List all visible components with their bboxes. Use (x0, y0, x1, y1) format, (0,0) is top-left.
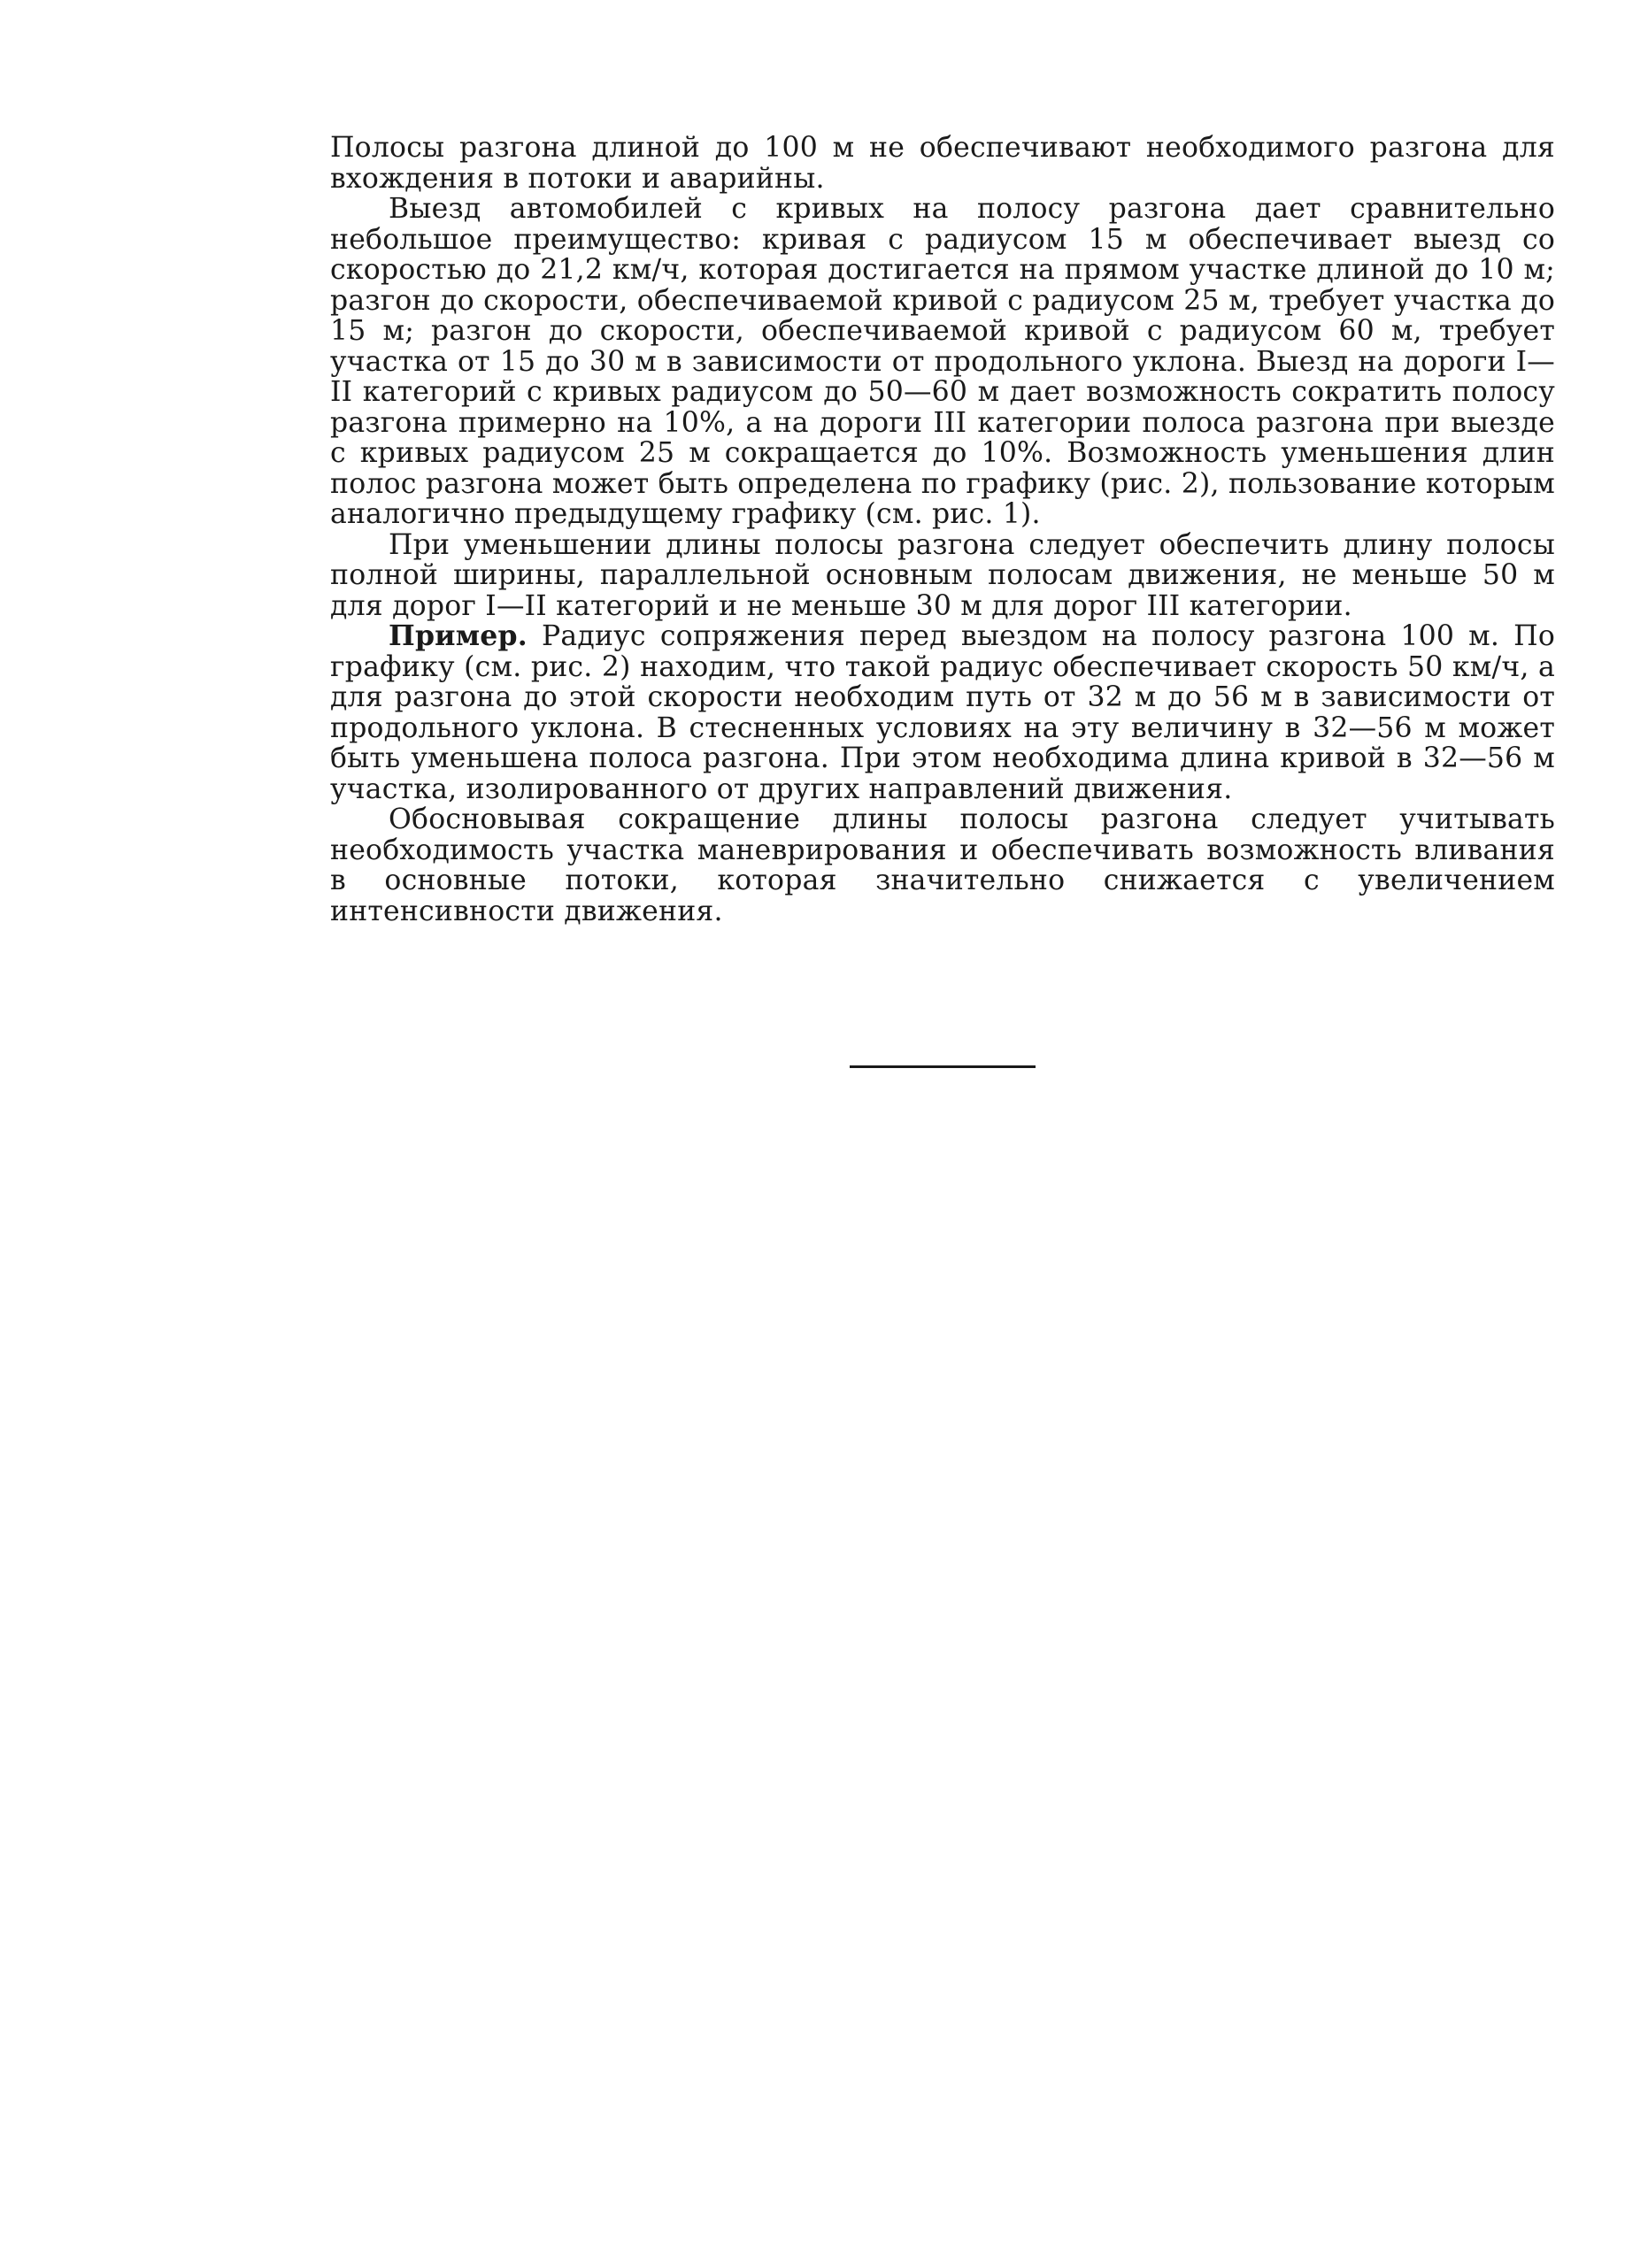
paragraph-3-text: При уменьшении длины полосы разгона следует обеспечить длину полосы полной ширины, параллельной основным полосам движения, не меньше 50 м для дорог I—II категорий и не меньше 30 м для дорог III категории. (330, 528, 1555, 622)
example-lead-label: Пример. (389, 619, 528, 652)
paragraph-5-text: Обосновывая сокращение длины полосы разгона следует учитывать необходимость участка маневрирования и обеспечивать возможность вливания в основные потоки, которая значительно снижается с увеличением интенсивности движения. (330, 803, 1555, 927)
paragraph-3 (330, 530, 1555, 622)
paragraph-1-text: Полосы разгона длиной до 100 м не обеспечивают необходимого разгона для вхождения в потоки и аварийны. (330, 132, 1555, 195)
paragraph-2 (330, 194, 1555, 530)
paragraph-2-text: Выезд автомобилей с кривых на полосу разгона дает сравнительно небольшое преимущество: кривая с радиусом 15 м обеспечивает выезд со скоростью до 21,2 км/ч, которая достигается на прямом участке длиной до 10 м; разгон до скорости, обеспечиваемой кривой с радиусом 25 м, требует участка до 15 м; разгон до скорости, обеспечиваемой кривой с радиусом 60 м, требует участка от 15 до 30 м в зависимости от продольного уклона. Выезд на дороги I—II категорий с кривых радиусом до 50—60 м дает возможность сократить полосу разгона примерно на 10%, а на дороги III категории полоса разгона при выезде с кривых радиусом 25 м сокращается до 10%. Возможность уменьшения длин полос разгона может быть определена по графику (рис. 2), пользование которым аналогично предыдущему графику (см. рис. 1). (330, 193, 1555, 530)
section-end-rule (850, 1065, 1036, 1068)
body-text (330, 133, 1555, 926)
paragraph-1 (330, 133, 1555, 194)
paragraph-5 (330, 804, 1555, 926)
paragraph-4-example (330, 621, 1555, 804)
paragraph-4-text: Радиус сопряжения перед выездом на полосу разгона 100 м. По графику (см. рис. 2) находим, что такой радиус обеспечивает скорость 50 км/ч, а для разгона до этой скорости необходим путь от 32 м до 56 м в зависимости от продольного уклона. В стесненных условиях на эту величину в 32—56 м может быть уменьшена полоса разгона. При этом необходима длина кривой в 32—56 м участка, изолированного от других направлений движения. (330, 620, 1555, 805)
